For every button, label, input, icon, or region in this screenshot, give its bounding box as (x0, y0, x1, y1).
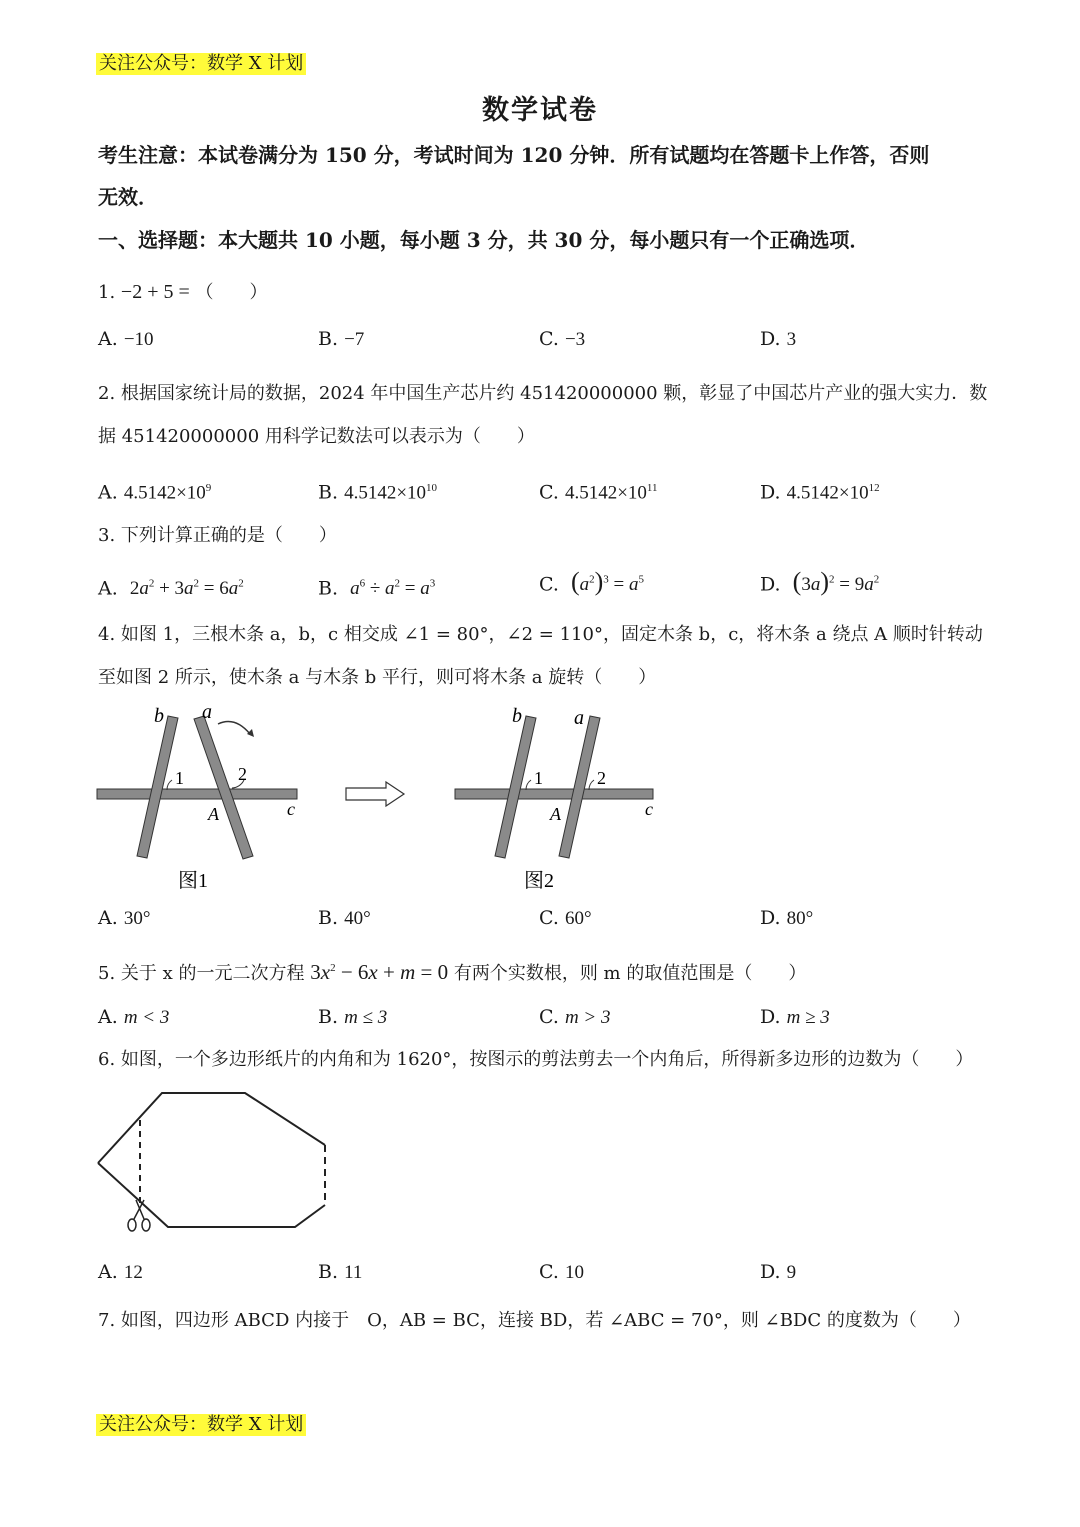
stick-c (97, 789, 297, 799)
question-7: 7. 如图，四边形 ABCD 内接于 O，AB = BC，连接 BD，若 ∠ABC = 70°，则 ∠BDC 的度数为（ ） (98, 1310, 971, 1331)
arrow-head-icon (247, 729, 254, 737)
stick-b (495, 716, 536, 858)
option-b: B. 40° (318, 907, 371, 929)
option-d: D. 9 (760, 1261, 797, 1283)
figure-caption: 图2 (524, 870, 554, 892)
option-c: C. 60° (539, 907, 592, 929)
rotation-arrow-icon (218, 722, 250, 734)
label-c: c (287, 799, 295, 819)
option-b: B. m ≤ 3 (318, 1006, 388, 1028)
option-d: D. m ≥ 3 (760, 1006, 830, 1028)
question-6: 6. 如图，一个多边形纸片的内角和为 1620°，按图示的剪法剪去一个内角后，所得新多边形的边数为（ ） (98, 1049, 974, 1070)
figure-caption: 图1 (178, 870, 208, 892)
label-b: b (512, 705, 522, 727)
q4-figure (90, 700, 680, 900)
question-expression: −2 + 5 = (120, 281, 190, 303)
option-b: B. $4.5142\times 10^{10}$ (318, 481, 438, 504)
label-A: A (550, 804, 561, 824)
question-number: 1. (98, 282, 116, 303)
scissors-icon (128, 1200, 150, 1231)
stick-a (559, 716, 600, 858)
option-c: C. $(a^2)^3 = a^5$ (539, 567, 645, 597)
question-2-line-1: 2. 根据国家统计局的数据，2024 年中国生产芯片约 451420000000 颗，彰显了中国芯片产业的强大实力．数 (98, 383, 988, 404)
option-c: C. m > 3 (539, 1006, 611, 1028)
option-c: C. $4.5142\times 10^{11}$ (539, 481, 658, 504)
question-1 (98, 278, 268, 307)
option-a: A. 30° (98, 907, 151, 929)
question-4-line-2: 至如图 2 所示，使木条 a 与木条 b 平行，则可将木条 a 旋转（ ） (98, 667, 657, 688)
label-2: 2 (238, 764, 247, 784)
option-a: A. m < 3 (98, 1006, 170, 1028)
option-d: D. 3 (760, 328, 797, 350)
section-heading: 一、选择题：本大题共 10 小题，每小题 3 分，共 30 分，每小题只有一个正确选项． (98, 228, 870, 252)
figure-1 (97, 701, 297, 892)
option-b: B. 11 (318, 1261, 363, 1283)
notice-line-1: 考生注意：本试卷满分为 150 分，考试时间为 120 分钟．所有试题均在答题卡上作答，否则 (98, 143, 930, 167)
option-d: D. 80° (760, 907, 814, 929)
option-a: A. $4.5142\times 10^9$ (98, 481, 212, 504)
option-a: A. $2a^2 + 3a^2 = 6a^2$ (98, 577, 244, 600)
page-title: 数学试卷 (482, 95, 598, 126)
notice-line-2: 无效． (98, 185, 158, 209)
stick-a (194, 716, 253, 859)
question-3: 3. 下列计算正确的是（ ） (98, 525, 337, 546)
option-b: B. $a^6 \div a^2 = a^3$ (318, 577, 436, 600)
stick-b (137, 716, 178, 858)
label-a: a (574, 707, 584, 729)
footer-tag: 关注公众号：数学 X 计划 (96, 1414, 306, 1436)
option-d: D. $4.5142\times 10^{12}$ (760, 481, 880, 504)
label-A: A (208, 804, 219, 824)
figure-2 (455, 705, 653, 892)
label-1: 1 (175, 768, 184, 788)
question-paren: （ ） (195, 282, 268, 303)
stick-c (455, 789, 653, 799)
polygon-edge (98, 1163, 325, 1227)
option-c: C. −3 (539, 328, 586, 350)
option-d: D. $(3a)^2 = 9a^2$ (760, 567, 880, 597)
option-b: B. −7 (318, 328, 365, 350)
option-a: A. 12 (98, 1261, 143, 1283)
label-a: a (202, 701, 212, 723)
option-a: A. −10 (98, 328, 154, 350)
label-1: 1 (534, 768, 543, 788)
label-c: c (645, 799, 653, 819)
question-5: 5. 关于 x 的一元二次方程 $3x^2 - 6x + m = 0$ 有两个实数根，则 m 的取值范围是（ ） (98, 960, 807, 984)
label-2: 2 (597, 768, 606, 788)
header-tag: 关注公众号：数学 X 计划 (96, 53, 306, 75)
label-b: b (154, 705, 164, 727)
right-arrow-icon (346, 782, 404, 806)
question-4-line-1: 4. 如图 1，三根木条 a，b，c 相交成 ∠1 = 80°，∠2 = 110°，固定木条 b，c，将木条 a 绕点 A 顺时针转动 (98, 624, 983, 645)
q6-polygon-figure (90, 1085, 340, 1235)
option-c: C. 10 (539, 1261, 584, 1283)
question-2-line-2: 据 451420000000 用科学记数法可以表示为（ ） (98, 426, 535, 447)
polygon-edge (98, 1093, 325, 1163)
